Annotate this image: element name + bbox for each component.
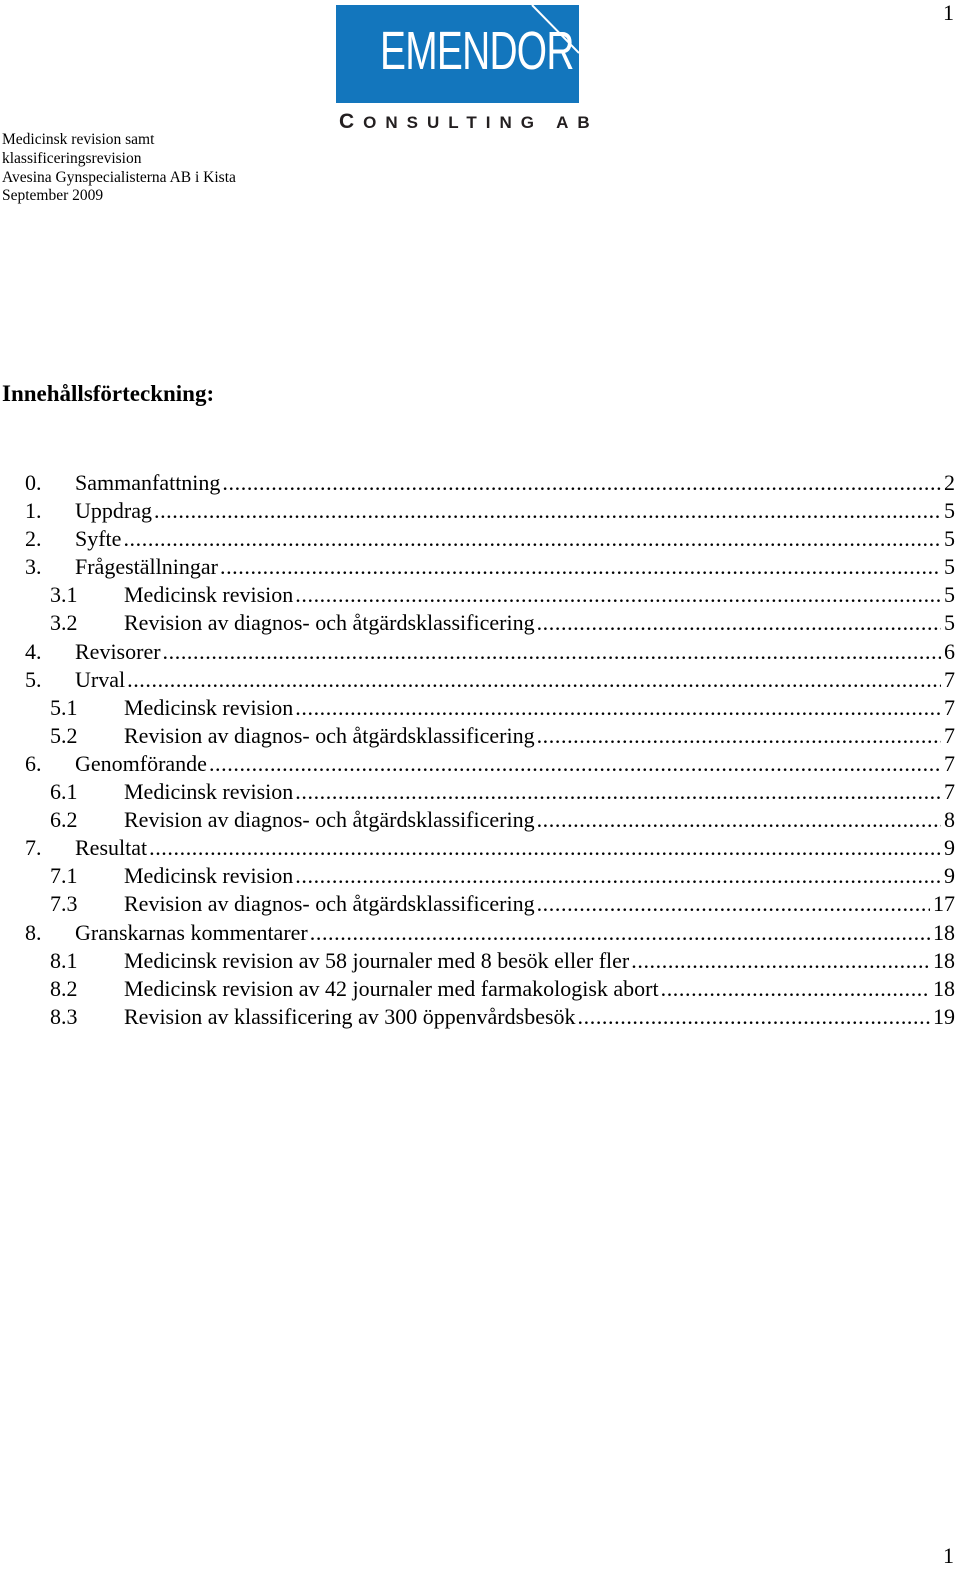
toc-entry-page: 5 xyxy=(944,554,955,580)
toc-entry-number: 5.2 xyxy=(50,722,78,748)
toc-dot-leader xyxy=(220,553,941,581)
toc-entry-number: 7. xyxy=(25,835,42,861)
doc-organization: Avesina Gynspecialisterna AB i Kista xyxy=(2,168,236,186)
toc-entry[interactable] xyxy=(0,975,955,1003)
toc-entry-number: 8.2 xyxy=(50,975,78,1001)
toc-entry[interactable] xyxy=(0,722,955,750)
toc-entry-title: Revision av diagnos- och åtgärdsklassificering xyxy=(124,722,535,748)
toc-entry-number: 4. xyxy=(25,638,42,664)
toc-entry-number: 5.1 xyxy=(50,694,78,720)
toc-entry-page: 17 xyxy=(933,891,955,917)
toc-entry-number: 8.1 xyxy=(50,947,78,973)
toc-dot-leader xyxy=(295,694,941,722)
toc-entry[interactable] xyxy=(0,469,955,497)
toc-dot-leader xyxy=(295,862,941,890)
doc-title-line1: Medicinsk revision samt xyxy=(2,131,155,148)
toc-entry-title: Revision av klassificering av 300 öppenvårdsbesök xyxy=(124,1003,576,1029)
doc-date: September 2009 xyxy=(2,187,104,205)
toc-entry[interactable] xyxy=(0,890,955,918)
toc-entry-page: 7 xyxy=(944,779,955,805)
toc-dot-leader xyxy=(537,806,941,834)
toc-dot-leader xyxy=(154,497,941,525)
toc-dot-leader xyxy=(123,525,941,553)
toc-entry-title: Revisorer xyxy=(75,638,161,664)
toc-entry-number: 3.1 xyxy=(50,582,78,608)
toc-entry-title: Medicinsk revision xyxy=(124,779,294,805)
toc-entry-number: 6.2 xyxy=(50,807,78,833)
toc-entry-page: 5 xyxy=(944,526,955,552)
toc-dot-leader xyxy=(295,778,941,806)
toc-entry-number: 7.3 xyxy=(50,891,78,917)
toc-entry-page: 7 xyxy=(944,750,955,776)
toc-entry[interactable] xyxy=(0,525,955,553)
toc-entry-title: Urval xyxy=(75,666,126,692)
toc-entry-number: 8. xyxy=(25,919,42,945)
toc-entry[interactable] xyxy=(0,609,955,637)
toc-heading: Innehållsförteckning: xyxy=(2,381,215,406)
toc-entry-page: 2 xyxy=(944,470,955,495)
toc-entry[interactable] xyxy=(0,750,955,778)
toc-entry-title: Sammanfattning xyxy=(75,470,221,495)
toc-dot-leader xyxy=(631,947,930,975)
toc-entry[interactable] xyxy=(0,834,955,862)
document-meta xyxy=(2,131,236,206)
toc-dot-leader xyxy=(209,750,941,778)
toc-entry-number: 5. xyxy=(25,666,42,692)
toc-entry-number: 1. xyxy=(25,498,42,524)
toc-dot-leader xyxy=(578,1003,930,1031)
table-of-contents xyxy=(0,469,955,1031)
toc-entry[interactable] xyxy=(0,947,955,975)
toc-entry-title: Genomförande xyxy=(75,750,207,776)
emendor-logo xyxy=(336,5,599,134)
logo-wordmark: EMENDOR xyxy=(380,21,574,81)
toc-entry-number: 7.1 xyxy=(50,863,78,889)
toc-entry-title: Syfte xyxy=(75,526,122,552)
toc-entry[interactable] xyxy=(0,581,955,609)
toc-entry-page: 9 xyxy=(944,863,955,889)
logo-tagline-initial: C xyxy=(339,110,364,133)
toc-entry-page: 18 xyxy=(933,947,955,973)
toc-entry-title: Revision av diagnos- och åtgärdsklassificering xyxy=(124,610,535,636)
toc-dot-leader xyxy=(661,975,930,1003)
toc-entry-page: 18 xyxy=(933,919,955,945)
toc-entry-title: Medicinsk revision xyxy=(124,863,294,889)
toc-entry-page: 5 xyxy=(944,610,955,636)
toc-dot-leader xyxy=(537,722,941,750)
toc-entry[interactable] xyxy=(0,1003,955,1031)
toc-entry-page: 18 xyxy=(933,975,955,1001)
logo-blue-box xyxy=(336,5,579,103)
logo-tagline xyxy=(336,110,599,134)
toc-dot-leader xyxy=(295,581,941,609)
doc-title-line2: klassificeringsrevision xyxy=(2,149,142,167)
toc-entry-page: 5 xyxy=(944,582,955,608)
toc-entry-title: Revision av diagnos- och åtgärdsklassificering xyxy=(124,891,535,917)
toc-entry-title: Revision av diagnos- och åtgärdsklassificering xyxy=(124,807,535,833)
toc-entry-number: 0. xyxy=(25,470,42,495)
toc-entry-title: Medicinsk revision xyxy=(124,694,294,720)
toc-entry-number: 2. xyxy=(25,526,42,552)
toc-entry-page: 9 xyxy=(944,835,955,861)
toc-entry-title: Uppdrag xyxy=(75,498,152,524)
toc-entry-page: 8 xyxy=(944,807,955,833)
toc-entry[interactable] xyxy=(0,694,955,722)
toc-entry-page: 5 xyxy=(944,498,955,524)
toc-entry[interactable] xyxy=(0,806,955,834)
logo-tagline-rest: ONSULTING AB xyxy=(363,113,599,132)
toc-dot-leader xyxy=(127,666,941,694)
toc-entry[interactable] xyxy=(0,638,955,666)
toc-entry-number: 3. xyxy=(25,554,42,580)
toc-dot-leader xyxy=(537,890,930,918)
toc-entry-page: 6 xyxy=(944,638,955,664)
toc-entry[interactable] xyxy=(0,553,955,581)
toc-entry[interactable] xyxy=(0,666,955,694)
toc-dot-leader xyxy=(163,638,941,666)
toc-entry-page: 7 xyxy=(944,722,955,748)
toc-entry-title: Medicinsk revision av 58 journaler med 8 besök eller fler xyxy=(124,947,630,973)
toc-entry-number: 8.3 xyxy=(50,1003,78,1029)
toc-dot-leader xyxy=(149,834,941,862)
toc-entry-title: Granskarnas kommentarer xyxy=(75,919,308,945)
toc-entry[interactable] xyxy=(0,919,955,947)
toc-entry-page: 7 xyxy=(944,666,955,692)
toc-dot-leader xyxy=(537,609,941,637)
toc-entry-page: 7 xyxy=(944,694,955,720)
toc-entry[interactable] xyxy=(0,862,955,890)
toc-entry-title: Frågeställningar xyxy=(75,554,218,580)
page-number-top: 1 xyxy=(943,0,954,25)
toc-entry[interactable] xyxy=(0,497,955,525)
toc-entry-title: Medicinsk revision av 42 journaler med farmakologisk abort xyxy=(124,975,659,1001)
toc-entry-title: Medicinsk revision xyxy=(124,582,294,608)
toc-entry[interactable] xyxy=(0,778,955,806)
toc-entry-number: 6.1 xyxy=(50,779,78,805)
toc-entry-number: 6. xyxy=(25,750,42,776)
toc-entry-page: 19 xyxy=(933,1003,955,1029)
toc-entry-title: Resultat xyxy=(75,835,148,861)
toc-dot-leader xyxy=(222,469,941,497)
toc-dot-leader xyxy=(310,919,930,947)
page-number-bottom: 1 xyxy=(943,1543,954,1568)
toc-entry-number: 3.2 xyxy=(50,610,78,636)
